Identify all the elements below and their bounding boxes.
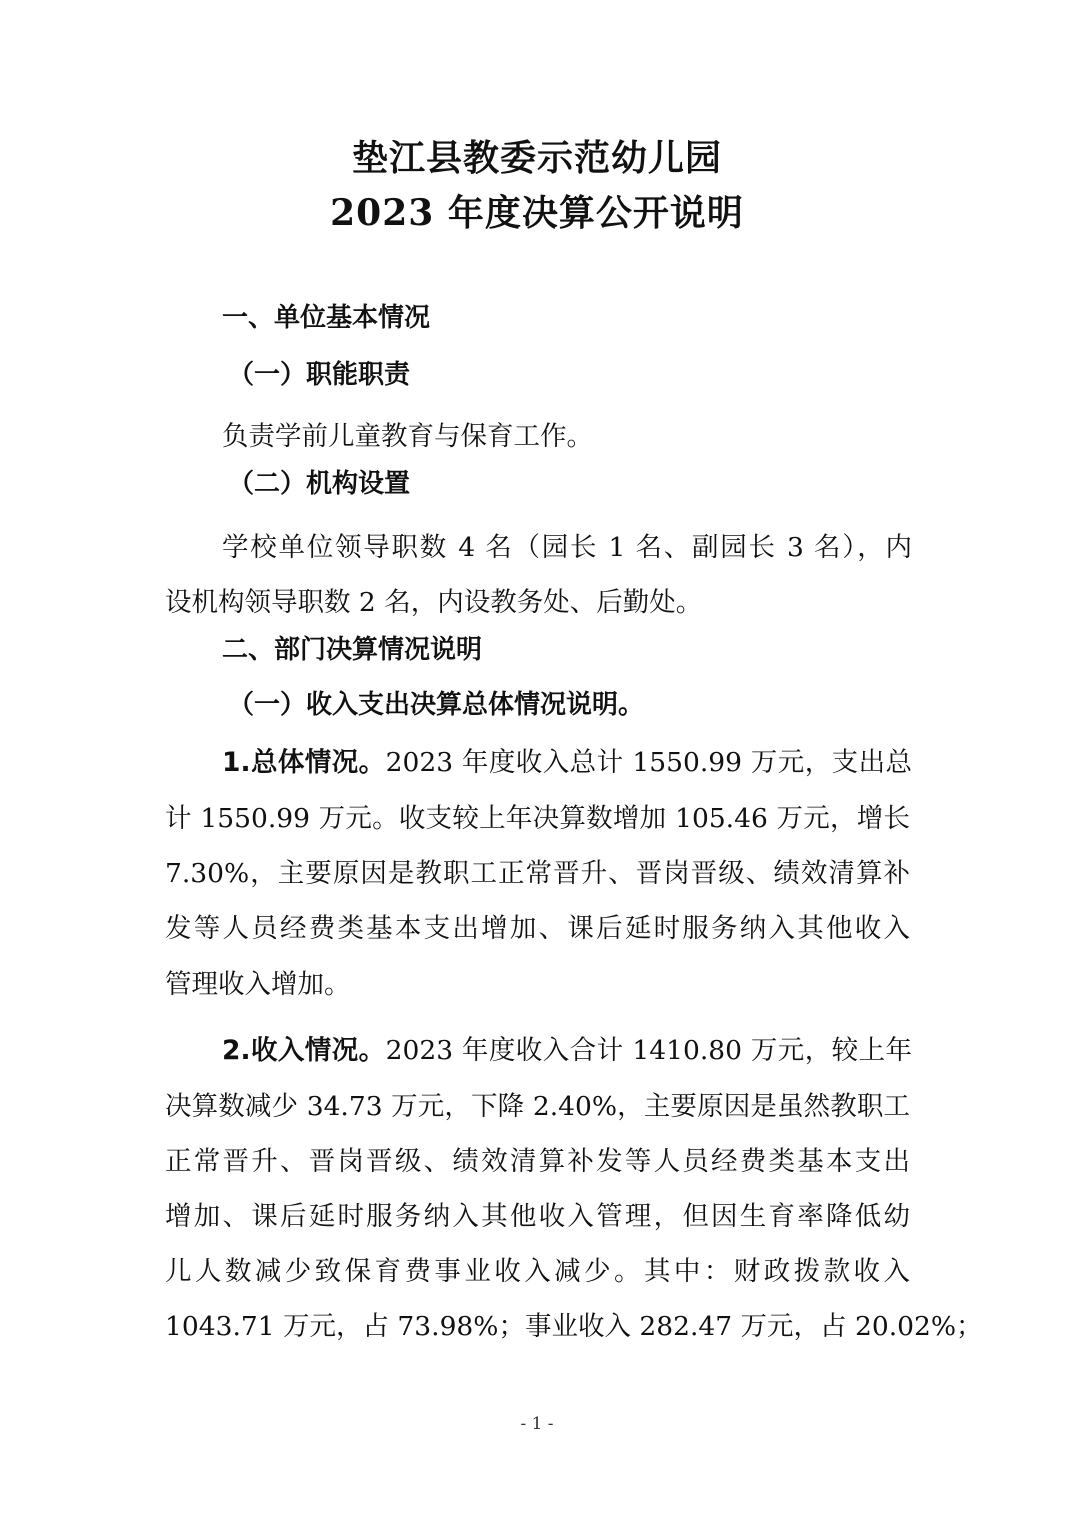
section1-sub1-text: 负责学前儿童教育与保育工作。 [222,421,593,452]
page-number: - 1 - [520,1414,554,1434]
section1-sub2-line1: 学校单位领导职数 4 名（园长 1 名、副园长 3 名），内 [222,532,912,563]
item2-line3: 正常晋升、晋岗晋级、绩效清算补发等人员经费类基本支出 [165,1146,910,1177]
document-title-line2: 2023 年度决算公开说明 [330,192,744,234]
item1-line4: 发等人员经费类基本支出增加、课后延时服务纳入其他收入 [165,913,910,944]
item1-lead: 1.总体情况。 [222,747,386,778]
item2-line1 [222,1035,913,1066]
item2-lead: 2.收入情况。 [222,1035,386,1066]
item2-line4: 增加、课后延时服务纳入其他收入管理，但因生育率降低幼 [165,1201,910,1232]
item2-line2: 决算数减少 34.73 万元，下降 2.40%，主要原因是虽然教职工 [165,1091,910,1122]
item1-line1-text: 2023 年度收入总计 1550.99 万元，支出总 [385,747,913,778]
item1-line1 [222,747,913,778]
item1-line3: 7.30%，主要原因是教职工正常晋升、晋岗晋级、绩效清算补 [165,858,910,889]
section2-sub1-heading: （一）收入支出决算总体情况说明。 [228,690,645,720]
section1-sub1-heading: （一）职能职责 [228,360,411,390]
item1-line5: 管理收入增加。 [165,969,351,1000]
document-title-line1: 垫江县教委示范幼儿园 [351,137,722,179]
section1-sub2-heading: （二）机构设置 [228,469,411,499]
section2-heading: 二、部门决算情况说明 [222,635,483,665]
section1-sub2-line2: 设机构领导职数 2 名，内设教务处、后勤处。 [165,587,703,618]
item2-line1-text: 2023 年度收入合计 1410.80 万元，较上年 [385,1035,913,1066]
item1-line2: 计 1550.99 万元。收支较上年决算数增加 105.46 万元，增长 [165,803,910,834]
section1-heading: 一、单位基本情况 [222,303,431,333]
item2-line5: 儿人数减少致保育费事业收入减少。其中：财政拨款收入 [165,1256,910,1287]
item2-line6: 1043.71 万元，占 73.98%；事业收入 282.47 万元，占 20.02%； [165,1311,983,1342]
